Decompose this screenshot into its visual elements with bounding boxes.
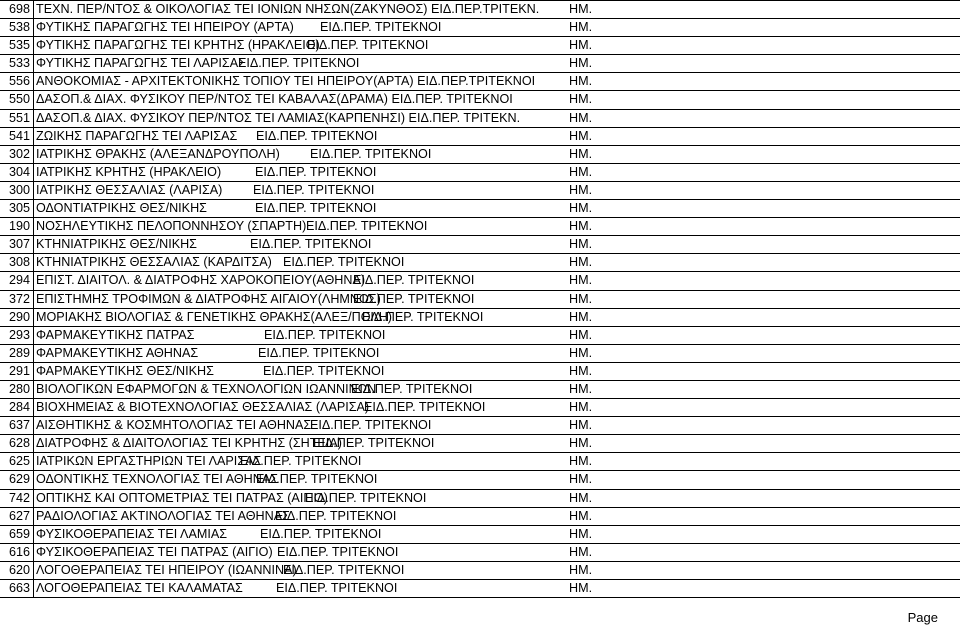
row-code: 304 [8, 164, 30, 179]
row-name: ΟΠΤΙΚΗΣ ΚΑΙ ΟΠΤΟΜΕΤΡΙΑΣ ΤΕΙ ΠΑΤΡΑΣ (ΑΙΓΙΟ) [36, 490, 328, 505]
row-type: ΗΜ. [569, 363, 593, 378]
row-category: ΕΙΔ.ΠΕΡ. ΤΡΙΤΕΚΝΟΙ [307, 38, 429, 53]
row-code: 289 [8, 345, 30, 360]
row-category: ΕΙΔ.ΠΕΡ. ΤΡΙΤΕΚΝΟΙ [255, 201, 377, 216]
row-name: ΦΥΤΙΚΗΣ ΠΑΡΑΓΩΓΗΣ ΤΕΙ ΚΡΗΤΗΣ (ΗΡΑΚΛΕΙΟ) [36, 38, 320, 53]
row-name: ΦΥΣΙΚΟΘΕΡΑΠΕΙΑΣ ΤΕΙ ΠΑΤΡΑΣ (ΑΙΓΙΟ) [36, 544, 273, 559]
table-row [0, 73, 960, 91]
row-name: ΡΑΔΙΟΛΟΓΙΑΣ ΑΚΤΙΝΟΛΟΓΙΑΣ ΤΕΙ ΑΘΗΝΑΣ [36, 508, 290, 523]
row-code: 294 [8, 273, 30, 288]
row-code: 625 [8, 454, 30, 469]
row-category: ΕΙΔ.ΠΕΡ. ΤΡΙΤΕΚΝΟΙ [305, 490, 427, 505]
row-code: 300 [8, 182, 30, 197]
row-name: ΚΤΗΝΙΑΤΡΙΚΗΣ ΘΕΣΣΑΛΙΑΣ (ΚΑΡΔΙΤΣΑ) [36, 255, 272, 270]
row-type: ΗΜ. [569, 146, 593, 161]
table-row [0, 508, 960, 526]
row-type: ΗΜ. [569, 110, 593, 125]
row-name: ΚΤΗΝΙΑΤΡΙΚΗΣ ΘΕΣ/ΝΙΚΗΣ [36, 237, 197, 252]
row-category: ΕΙΔ.ΠΕΡ. ΤΡΙΤΕΚΝΟΙ [260, 526, 382, 541]
row-name: ΦΥΤΙΚΗΣ ΠΑΡΑΓΩΓΗΣ ΤΕΙ ΛΑΡΙΣΑΣ [36, 56, 246, 71]
row-category: ΕΙΔ.ΠΕΡ. ΤΡΙΤΕΚΝΟΙ [310, 418, 432, 433]
row-code: 305 [8, 201, 30, 216]
row-name: ΒΙΟΧΗΜΕΙΑΣ & ΒΙΟΤΕΧΝΟΛΟΓΙΑΣ ΘΕΣΣΑΛΙΑΣ (ΛΑΡΙΣΑ) [36, 400, 370, 415]
row-category: ΕΙΔ.ΠΕΡ. ΤΡΙΤΕΚΝΟΙ [264, 327, 386, 342]
row-code: 550 [8, 92, 30, 107]
row-type: ΗΜ. [569, 56, 593, 71]
row-name: ΦΑΡΜΑΚΕΥΤΙΚΗΣ ΠΑΤΡΑΣ [36, 327, 195, 342]
row-type: ΗΜ. [569, 74, 593, 89]
table-row [0, 562, 960, 580]
row-code: 556 [8, 74, 30, 89]
row-name: ΑΝΘΟΚΟΜΙΑΣ - ΑΡΧΙΤΕΚΤΟΝΙΚΗΣ ΤΟΠΙΟΥ ΤΕΙ ΗΠΕΙΡΟΥ(ΑΡΤΑ) ΕΙΔ.ΠΕΡ.ΤΡΙΤΕΚΝΟΙ [36, 74, 536, 89]
row-name: ΛΟΓΟΘΕΡΑΠΕΙΑΣ ΤΕΙ ΚΑΛΑΜΑΤΑΣ [36, 581, 243, 595]
row-code: 742 [8, 490, 30, 505]
page-footer-label: Page [907, 610, 938, 625]
table-row [0, 435, 960, 453]
table-row [0, 453, 960, 471]
row-type: ΗΜ. [569, 418, 593, 433]
row-category: ΕΙΔ.ΠΕΡ. ΤΡΙΤΕΚΝΟΙ [240, 454, 362, 469]
row-category: ΕΙΔ.ΠΕΡ. ΤΡΙΤΕΚΝΟΙ [353, 291, 475, 306]
row-name: ΦΥΣΙΚΟΘΕΡΑΠΕΙΑΣ ΤΕΙ ΛΑΜΙΑΣ [36, 526, 228, 541]
row-code: 698 [8, 2, 30, 16]
row-type: ΗΜ. [569, 38, 593, 53]
row-name: ΔΙΑΤΡΟΦΗΣ & ΔΙΑΙΤΟΛΟΓΙΑΣ ΤΕΙ ΚΡΗΤΗΣ (ΣΗΤΕΙΑ) [36, 436, 342, 451]
table-row [0, 164, 960, 182]
table-row [0, 381, 960, 399]
table-row [0, 291, 960, 309]
table-row [0, 1, 960, 19]
row-type: ΗΜ. [569, 20, 593, 35]
row-category: ΕΙΔ.ΠΕΡ. ΤΡΙΤΕΚΝΟΙ [351, 381, 473, 396]
row-name: ΦΑΡΜΑΚΕΥΤΙΚΗΣ ΘΕΣ/ΝΙΚΗΣ [36, 363, 214, 378]
table-row [0, 19, 960, 37]
row-name: ΔΑΣΟΠ.& ΔΙΑΧ. ΦΥΣΙΚΟΥ ΠΕΡ/ΝΤΟΣ ΤΕΙ ΛΑΜΙΑΣ(ΚΑΡΠΕΝΗΣΙ) ΕΙΔ.ΠΕΡ. ΤΡΙΤΕΚΝ. [36, 110, 521, 125]
row-code: 616 [8, 544, 30, 559]
row-name: ΒΙΟΛΟΓΙΚΩΝ ΕΦΑΡΜΟΓΩΝ & ΤΕΧΝΟΛΟΓΙΩΝ ΙΩΑΝΝΙΝΩΝ [36, 381, 377, 396]
row-type: ΗΜ. [569, 400, 593, 415]
table-row [0, 327, 960, 345]
row-type: ΗΜ. [569, 581, 593, 595]
table-row [0, 544, 960, 562]
table-row [0, 526, 960, 544]
row-category: ΕΙΔ.ΠΕΡ. ΤΡΙΤΕΚΝΟΙ [256, 128, 378, 143]
row-name: ΑΙΣΘΗΤΙΚΗΣ & ΚΟΣΜΗΤΟΛΟΓΙΑΣ ΤΕΙ ΑΘΗΝΑΣ [36, 418, 312, 433]
table-row [0, 417, 960, 435]
row-type: ΗΜ. [569, 219, 593, 234]
row-category: ΕΙΔ.ΠΕΡ. ΤΡΙΤΕΚΝΟΙ [276, 581, 398, 595]
row-code: 291 [8, 363, 30, 378]
row-name: ΙΑΤΡΙΚΗΣ ΚΡΗΤΗΣ (ΗΡΑΚΛΕΙΟ) [36, 164, 222, 179]
row-code: 538 [8, 20, 30, 35]
row-type: ΗΜ. [569, 472, 593, 487]
row-code: 302 [8, 146, 30, 161]
table-row [0, 182, 960, 200]
row-name: ΙΑΤΡΙΚΩΝ ΕΡΓΑΣΤΗΡΙΩΝ ΤΕΙ ΛΑΡΙΣΑΣ [36, 454, 262, 469]
row-type: ΗΜ. [569, 436, 593, 451]
row-type: ΗΜ. [569, 381, 593, 396]
table-row [0, 399, 960, 417]
table-row [0, 309, 960, 327]
row-category: ΕΙΔ.ΠΕΡ. ΤΡΙΤΕΚΝΟΙ [258, 345, 380, 360]
row-type: ΗΜ. [569, 345, 593, 360]
row-code: 284 [8, 400, 30, 415]
row-type: ΗΜ. [569, 526, 593, 541]
row-category: ΕΙΔ.ΠΕΡ. ΤΡΙΤΕΚΝΟΙ [250, 237, 372, 252]
row-code: 290 [8, 309, 30, 324]
table-row [0, 55, 960, 73]
row-name: ΙΑΤΡΙΚΗΣ ΘΕΣΣΑΛΙΑΣ (ΛΑΡΙΣΑ) [36, 182, 223, 197]
row-category: ΕΙΔ.ΠΕΡ. ΤΡΙΤΕΚΝΟΙ [283, 562, 405, 577]
table-row [0, 471, 960, 489]
table-row [0, 146, 960, 164]
row-code: 541 [8, 128, 30, 143]
row-category: ΕΙΔ.ΠΕΡ. ΤΡΙΤΕΚΝΟΙ [256, 472, 378, 487]
row-category: ΕΙΔ.ΠΕΡ. ΤΡΙΤΕΚΝΟΙ [306, 219, 428, 234]
row-type: ΗΜ. [569, 291, 593, 306]
table-row [0, 218, 960, 236]
row-name: ΦΑΡΜΑΚΕΥΤΙΚΗΣ ΑΘΗΝΑΣ [36, 345, 199, 360]
row-name: ΖΩΙΚΗΣ ΠΑΡΑΓΩΓΗΣ ΤΕΙ ΛΑΡΙΣΑΣ [36, 128, 238, 143]
row-category: ΕΙΔ.ΠΕΡ. ΤΡΙΤΕΚΝΟΙ [255, 164, 377, 179]
row-type: ΗΜ. [569, 2, 593, 16]
row-category: ΕΙΔ.ΠΕΡ. ΤΡΙΤΕΚΝΟΙ [313, 436, 435, 451]
row-category: ΕΙΔ.ΠΕΡ. ΤΡΙΤΕΚΝΟΙ [253, 182, 375, 197]
table-row [0, 236, 960, 254]
row-name: ΟΔΟΝΤΙΑΤΡΙΚΗΣ ΘΕΣ/ΝΙΚΗΣ [36, 201, 207, 216]
row-type: ΗΜ. [569, 309, 593, 324]
row-name: ΟΔΟΝΤΙΚΗΣ ΤΕΧΝΟΛΟΓΙΑΣ ΤΕΙ ΑΘΗΝΑΣ [36, 472, 279, 487]
row-type: ΗΜ. [569, 128, 593, 143]
row-type: ΗΜ. [569, 508, 593, 523]
row-code: 629 [8, 472, 30, 487]
row-category: ΕΙΔ.ΠΕΡ. ΤΡΙΤΕΚΝΟΙ [353, 273, 475, 288]
row-name: ΔΑΣΟΠ.& ΔΙΑΧ. ΦΥΣΙΚΟΥ ΠΕΡ/ΝΤΟΣ ΤΕΙ ΚΑΒΑΛΑΣ(ΔΡΑΜΑ) ΕΙΔ.ΠΕΡ. ΤΡΙΤΕΚΝΟΙ [36, 92, 513, 107]
row-category: ΕΙΔ.ΠΕΡ. ΤΡΙΤΕΚΝΟΙ [275, 508, 397, 523]
table-row [0, 110, 960, 128]
row-name: ΛΟΓΟΘΕΡΑΠΕΙΑΣ ΤΕΙ ΗΠΕΙΡΟΥ (ΙΩΑΝΝΙΝΑ) [36, 562, 297, 577]
row-type: ΗΜ. [569, 454, 593, 469]
table-row [0, 128, 960, 146]
row-name: ΦΥΤΙΚΗΣ ΠΑΡΑΓΩΓΗΣ ΤΕΙ ΗΠΕΙΡΟΥ (ΑΡΤΑ) [36, 20, 294, 35]
row-code: 293 [8, 327, 30, 342]
row-type: ΗΜ. [569, 327, 593, 342]
row-type: ΗΜ. [569, 92, 593, 107]
row-code: 551 [8, 110, 30, 125]
row-name: ΙΑΤΡΙΚΗΣ ΘΡΑΚΗΣ (ΑΛΕΞΑΝΔΡΟΥΠΟΛΗ) [36, 146, 280, 161]
table-row [0, 345, 960, 363]
row-name: ΕΠΙΣΤ. ΔΙΑΙΤΟΛ. & ΔΙΑΤΡΟΦΗΣ ΧΑΡΟΚΟΠΕΙΟΥ(ΑΘΗΝΑ) [36, 273, 366, 288]
row-name: ΝΟΣΗΛΕΥΤΙΚΗΣ ΠΕΛΟΠΟΝΝΗΣΟΥ (ΣΠΑΡΤΗ) [36, 219, 307, 234]
row-code: 637 [8, 418, 30, 433]
row-code: 372 [8, 291, 30, 306]
row-code: 307 [8, 237, 30, 252]
row-type: ΗΜ. [569, 237, 593, 252]
row-type: ΗΜ. [569, 164, 593, 179]
row-category: ΕΙΔ.ΠΕΡ. ΤΡΙΤΕΚΝΟΙ [364, 400, 486, 415]
row-code: 308 [8, 255, 30, 270]
table-row [0, 363, 960, 381]
row-code: 663 [8, 581, 30, 595]
table-row [0, 580, 960, 598]
row-code: 533 [8, 56, 30, 71]
row-category: ΕΙΔ.ΠΕΡ. ΤΡΙΤΕΚΝΟΙ [362, 309, 484, 324]
table-row [0, 37, 960, 55]
row-code: 190 [8, 219, 30, 234]
row-category: ΕΙΔ.ΠΕΡ. ΤΡΙΤΕΚΝΟΙ [310, 146, 432, 161]
row-type: ΗΜ. [569, 544, 593, 559]
row-code: 627 [8, 508, 30, 523]
table-row [0, 254, 960, 272]
row-category: ΕΙΔ.ΠΕΡ. ΤΡΙΤΕΚΝΟΙ [277, 544, 399, 559]
row-category: ΕΙΔ.ΠΕΡ. ΤΡΙΤΕΚΝΟΙ [283, 255, 405, 270]
row-code: 535 [8, 38, 30, 53]
row-name: ΜΟΡΙΑΚΗΣ ΒΙΟΛΟΓΙΑΣ & ΓΕΝΕΤΙΚΗΣ ΘΡΑΚΗΣ(ΑΛΕΞ/ΠΟΛΗ) [36, 309, 392, 324]
table-row [0, 490, 960, 508]
row-code: 628 [8, 436, 30, 451]
row-category: ΕΙΔ.ΠΕΡ. ΤΡΙΤΕΚΝΟΙ [263, 363, 385, 378]
row-name: ΕΠΙΣΤΗΜΗΣ ΤΡΟΦΙΜΩΝ & ΔΙΑΤΡΟΦΗΣ ΑΙΓΑΙΟΥ(ΛΗΜΝΟΣ) [36, 291, 381, 306]
row-type: ΗΜ. [569, 201, 593, 216]
row-type: ΗΜ. [569, 273, 593, 288]
row-name: ΤΕΧΝ. ΠΕΡ/ΝΤΟΣ & ΟΙΚΟΛΟΓΙΑΣ ΤΕΙ ΙΟΝΙΩΝ ΝΗΣΩΝ(ΖΑΚΥΝΘΟΣ) ΕΙΔ.ΠΕΡ.ΤΡΙΤΕΚΝ. [36, 2, 540, 16]
table-row [0, 91, 960, 109]
row-code: 620 [8, 562, 30, 577]
row-type: ΗΜ. [569, 255, 593, 270]
row-code: 280 [8, 381, 30, 396]
row-category: ΕΙΔ.ΠΕΡ. ΤΡΙΤΕΚΝΟΙ [320, 20, 442, 35]
row-code: 659 [8, 526, 30, 541]
row-category: ΕΙΔ.ΠΕΡ. ΤΡΙΤΕΚΝΟΙ [238, 56, 360, 71]
table-row [0, 200, 960, 218]
row-type: ΗΜ. [569, 562, 593, 577]
row-type: ΗΜ. [569, 182, 593, 197]
row-type: ΗΜ. [569, 490, 593, 505]
table-row [0, 272, 960, 290]
